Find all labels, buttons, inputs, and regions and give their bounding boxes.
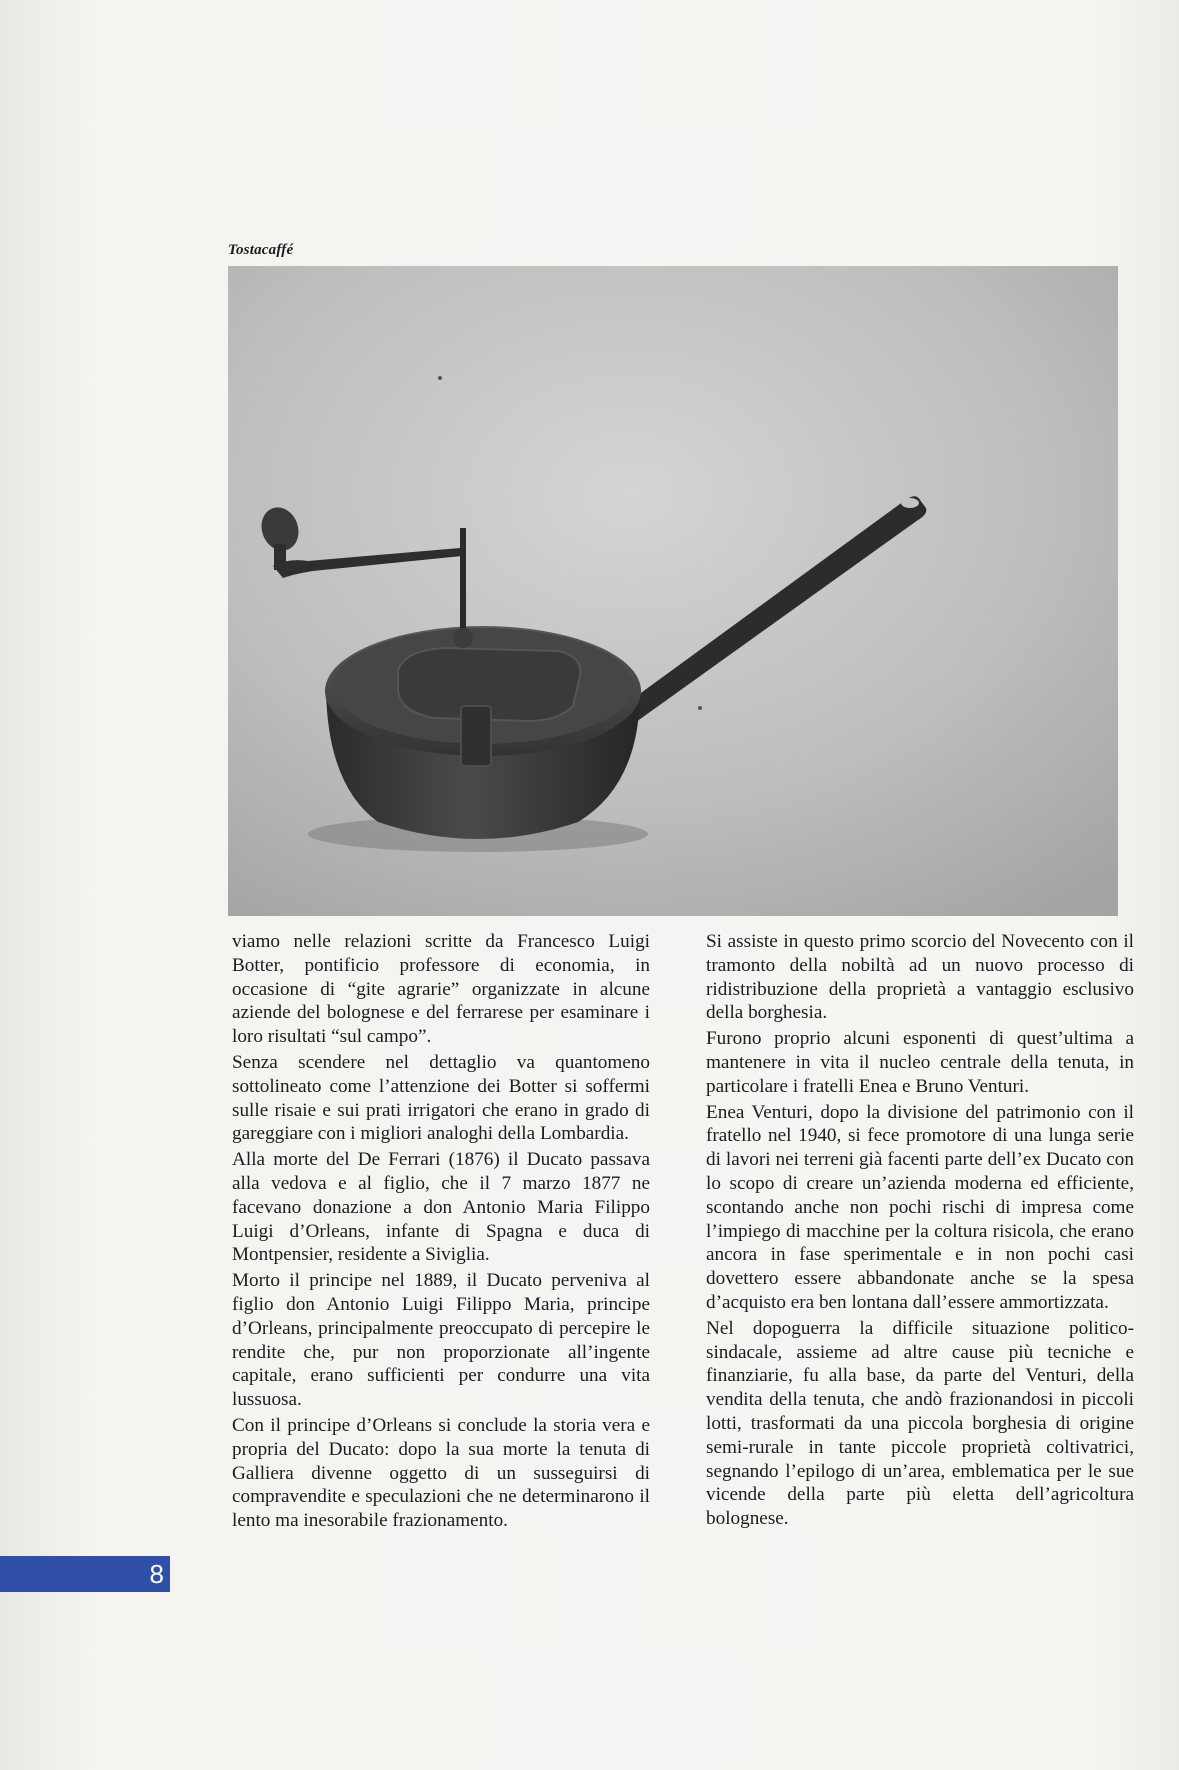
paragraph: Nel dopoguerra la difficile situazione politico-sindacale, assieme ad altre cause più tecniche e finanziarie, fu alla base, da parte del Venturi, della vendita della tenuta, che andò frazionandosi in piccoli lotti, trasformati da una piccola borghesia di origine semi-rurale in tante piccole proprietà coltivatrici, segnando l’epilogo di un’area, emblematica per le sue vicende della parte più eletta dell’agricoltura bolognese.	[706, 1317, 1134, 1530]
page-number: 8	[149, 1559, 164, 1589]
paragraph: Morto il principe nel 1889, il Ducato perveniva al figlio don Antonio Luigi Filippo Maria, principe d’Orleans, principalmente preoccupato di percepire le rendite che, pur non proporzionate all’ingente capitale, erano sufficienti per condurre una vita lussuosa.	[232, 1270, 650, 1411]
paragraph: Alla morte del De Ferrari (1876) il Ducato passava alla vedova e al figlio, che il 7 marzo 1877 ne facevano donazione a don Antonio Maria Filippo Luigi d’Orleans, infante di Spagna e duca di Montpensier, residente a Siviglia.	[232, 1149, 650, 1266]
paragraph: viamo nelle relazioni scritte da Francesco Luigi Botter, pontificio professore di economia, in occasione di “gite agrarie” organizzate in alcune aziende del bolognese e del ferrarese per esaminare i loro risultati “sul campo”.	[232, 931, 650, 1048]
paragraph: Enea Venturi, dopo la divisione del patrimonio con il fratello nel 1940, si fece promotore di una lunga serie di lavori nei terreni già facenti parte dell’ex Ducato con lo scopo di creare un’azienda moderna ed efficiente, scontando anche non pochi rischi di impresa come l’impiego di macchine per la coltura risicola, che erano ancora in fase sperimentale e in non pochi casi dovettero essere abbandonate anche se la spesa d’acquisto era ben lontana dall’essere ammortizzata.	[706, 1101, 1134, 1313]
paragraph: Senza scendere nel dettaglio va quantomeno sottolineato come l’attenzione dei Botter si soffermi sulle risaie e sui prati irrigatori che erano in grado di gareggiare con i migliori analoghi della Lombardia.	[232, 1051, 650, 1145]
text-column-left	[232, 930, 650, 1535]
page-number-bar	[0, 1556, 170, 1592]
coffee-roaster-pan-image	[228, 266, 1118, 916]
paragraph: Con il principe d’Orleans si conclude la storia vera e propria del Ducato: dopo la sua morte la tenuta di Galliera divenne oggetto di un susseguirsi di compravendite e speculazioni che ne determinarono il lento ma inesorabile frazionamento.	[232, 1414, 650, 1532]
paragraph: Furono proprio alcuni esponenti di quest’ultima a mantenere in vita il nucleo centrale della tenuta, in particolare i fratelli Enea e Bruno Venturi.	[706, 1028, 1134, 1097]
figure-caption: Tostacaffé	[228, 242, 294, 258]
paragraph: Si assiste in questo primo scorcio del Novecento con il tramonto della nobiltà ad un nuovo processo di ridistribuzione della proprietà a vantaggio esclusivo della borghesia.	[706, 931, 1134, 1024]
text-column-right	[706, 930, 1134, 1533]
